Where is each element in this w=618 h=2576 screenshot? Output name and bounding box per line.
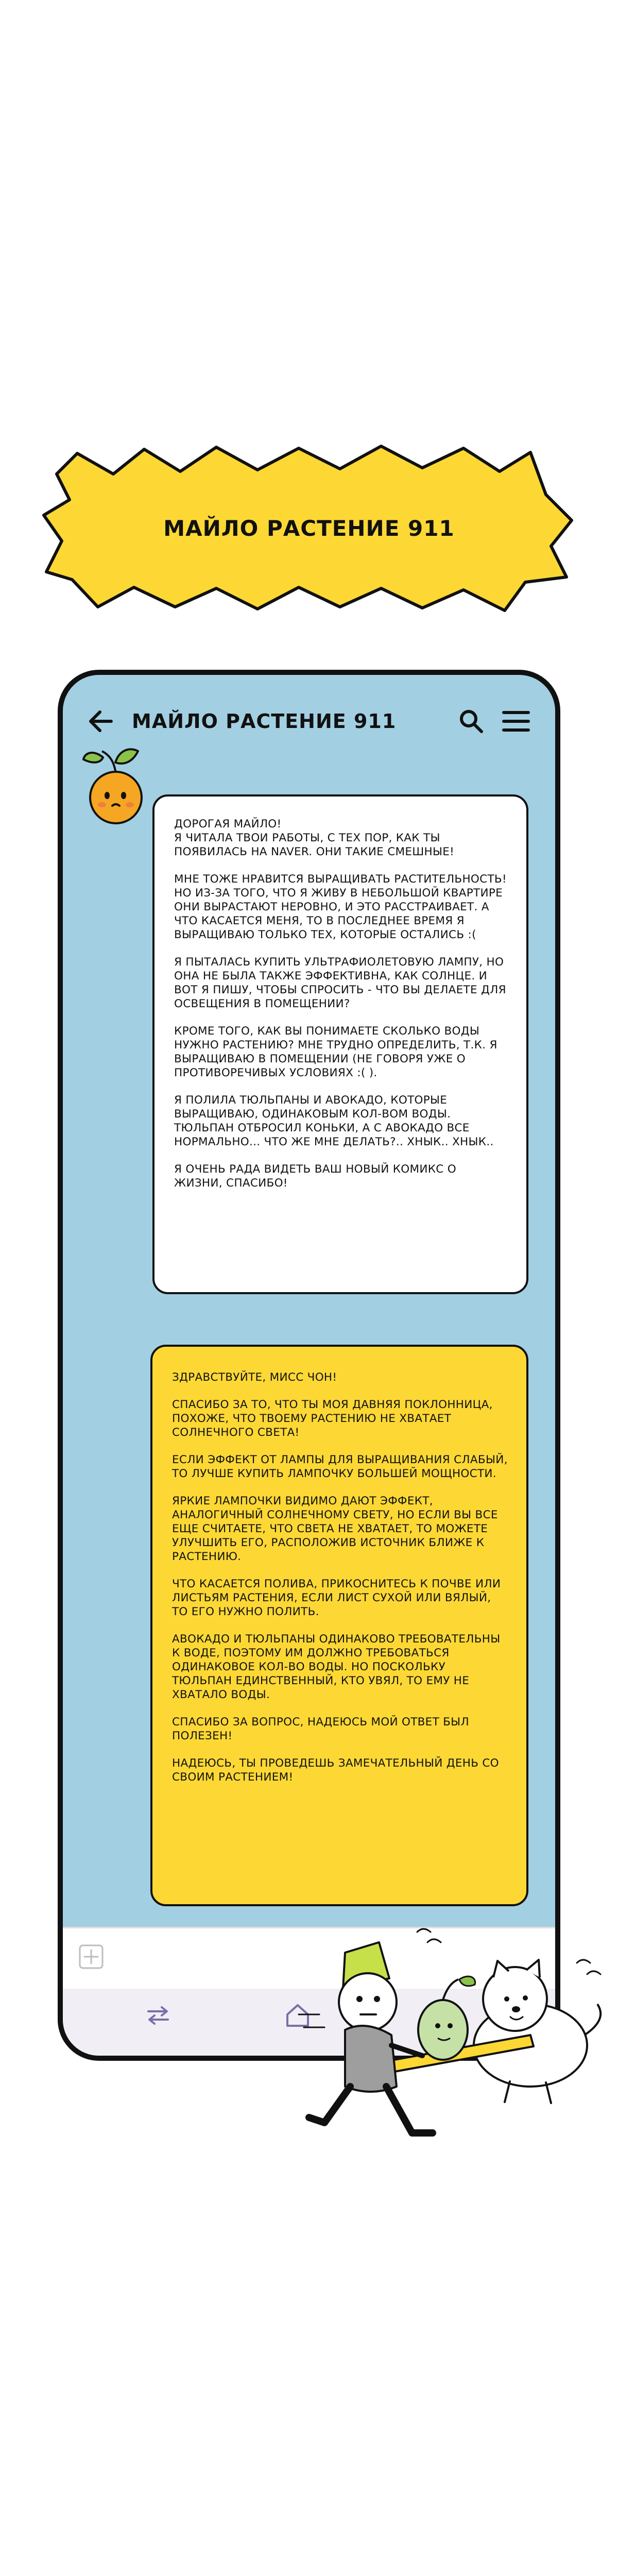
message-paragraph: ДОРОГАЯ МАЙЛО! Я ЧИТАЛА ТВОИ РАБОТЫ, С ТЕХ ПОР, КАК ТЫ ПОЯВИЛАСЬ НА NAVER. ОНИ ТАКИЕ СМЕШНЫЕ! <box>174 818 455 858</box>
message-paragraph: МНЕ ТОЖЕ НРАВИТСЯ ВЫРАЩИВАТЬ РАСТИТЕЛЬНОСТЬ! НО ИЗ-ЗА ТОГО, ЧТО Я ЖИВУ В НЕБОЛЬШОЙ КВАРТИРЕ ОНИ ВЫРАСТАЮТ НЕРОВНО, И ЭТО РАССТРАИВАЕТ. А ЧТО КАСАЕТСЯ МЕНЯ, ТО В ПОСЛЕДНЕЕ ВРЕМЯ Я ВЫРАЩИВАЮ ТОЛЬКО ТЕХ, КОТОРЫЕ ОСТАЛИСЬ :( <box>174 873 507 941</box>
banner-title: МАЙЛО РАСТЕНИЕ 911 <box>163 515 455 541</box>
reply-paragraph: СПАСИБО ЗА ВОПРОС, НАДЕЮСЬ МОЙ ОТВЕТ БЫЛ ПОЛЕЗЕН! <box>172 1716 469 1742</box>
message-paragraph: Я ОЧЕНЬ РАДА ВИДЕТЬ ВАШ НОВЫЙ КОМИКС О ЖИЗНИ, СПАСИБО! <box>174 1163 456 1190</box>
white-dog <box>474 1960 600 2103</box>
message-paragraph: Я ПЫТАЛАСЬ КУПИТЬ УЛЬТРАФИОЛЕТОВУЮ ЛАМПУ, НО ОНА НЕ БЫЛА ТАКЖЕ ЭФФЕКТИВНА, КАК СОЛНЦЕ. И ВОТ Я ПИШУ, ЧТОБЫ СПРОСИТЬ - ЧТО ВЫ ДЕЛАЕТЕ ДЛЯ ОСВЕЩЕНИЯ В ПОМЕЩЕНИИ? <box>174 956 506 1010</box>
chat-title: МАЙЛО РАСТЕНИЕ 911 <box>132 710 397 733</box>
reply-paragraph: ЗДРАВСТВУЙТЕ, МИСС ЧОН! <box>172 1371 337 1384</box>
reply-paragraph: ЕСЛИ ЭФФЕКТ ОТ ЛАМПЫ ДЛЯ ВЫРАЩИВАНИЯ СЛАБЫЙ, ТО ЛУЧШЕ КУПИТЬ ЛАМПОЧКУ БОЛЬШЕЙ МОЩНОСТИ. <box>172 1453 508 1480</box>
milo-character <box>309 1942 433 2133</box>
plus-icon[interactable] <box>78 1944 104 1970</box>
reply-paragraph: ЧТО КАСАЕТСЯ ПОЛИВА, ПРИКОСНИТЕСЬ К ПОЧВЕ ИЛИ ЛИСТЬЯМ РАСТЕНИЯ, ЕСЛИ ЛИСТ СУХОЙ ИЛИ ВЯЛЫЙ, ТО ЕГО НУЖНО ПОЛИТЬ. <box>172 1578 501 1618</box>
recent-apps-icon[interactable] <box>145 2004 171 2027</box>
reply-paragraph: ЯРКИЕ ЛАМПОЧКИ ВИДИМО ДАЮТ ЭФФЕКТ, АНАЛОГИЧНЫЙ СОЛНЕЧНОМУ СВЕТУ, НО ЕСЛИ ВЫ ВСЕ ЕЩЕ СЧИТАЕТЕ, ЧТО СВЕТА НЕ ХВАТАЕТ, ТО МОЖЕТЕ УЛУЧШИТЬ ЕГО, РАСПОЛОЖИВ ИСТОЧНИК БЛИЖЕ К РАСТЕНИЮ. <box>172 1495 498 1563</box>
reply-paragraph: АВОКАДО И ТЮЛЬПАНЫ ОДИНАКОВО ТРЕБОВАТЕЛЬНЫ К ВОДЕ, ПОЭТОМУ ИМ ДОЛЖНО ТРЕБОВАТЬСЯ ОДИНАКОВОЕ КОЛ-ВО ВОДЫ. НО ПОСКОЛЬКУ ТЮЛЬПАН ЕДИНСТВЕННЫЙ, КТО УВЯЛ, ТО ЕМУ НЕ ХВАТАЛО ВОДЫ. <box>172 1633 501 1701</box>
reply-paragraph: СПАСИБО ЗА ТО, ЧТО ТЫ МОЯ ДАВНЯЯ ПОКЛОННИЦА, ПОХОЖЕ, ЧТО ТВОЕМУ РАСТЕНИЮ НЕ ХВАТАЕТ СОЛНЕЧНОГО СВЕТА! <box>172 1398 493 1439</box>
message-paragraph: Я ПОЛИЛА ТЮЛЬПАНЫ И АВОКАДО, КОТОРЫЕ ВЫРАЩИВАЮ, ОДИНАКОВЫМ КОЛ-ВОМ ВОДЫ. ТЮЛЬПАН ОТБРОСИЛ КОНЬКИ, А С АВОКАДО ВСЕ НОРМАЛЬНО... ЧТО ЖЕ МНЕ ДЕЛАТЬ?.. ХНЫК.. ХНЫК.. <box>174 1094 494 1148</box>
phone-screen <box>58 670 560 2061</box>
message-paragraph: КРОМЕ ТОГО, КАК ВЫ ПОНИМАЕТЕ СКОЛЬКО ВОДЫ НУЖНО РАСТЕНИЮ? МНЕ ТРУДНО ОПРЕДЕЛИТЬ, Т.К. Я ВЫРАЩИВАЮ В ПОМЕЩЕНИИ (НЕ ГОВОРЯ УЖЕ О ПРОТИВОРЕЧИВЫХ УСЛОВИЯХ :( ). <box>174 1025 497 1079</box>
title-banner <box>41 443 577 613</box>
orange-sprout-avatar-icon[interactable] <box>77 742 154 829</box>
reply-paragraph: НАДЕЮСЬ, ТЫ ПРОВЕДЕШЬ ЗАМЕЧАТЕЛЬНЫЙ ДЕНЬ СО СВОИМ РАСТЕНИЕМ! <box>172 1757 499 1784</box>
outgoing-message-bubble[interactable] <box>150 1345 528 1906</box>
hamburger-menu-icon[interactable] <box>502 708 530 734</box>
incoming-message-bubble[interactable] <box>152 794 528 1294</box>
milo-carrying-plant-with-dog-illustration <box>288 1917 618 2215</box>
chat-header <box>63 675 555 752</box>
arrow-left-icon[interactable] <box>88 708 114 735</box>
search-icon[interactable] <box>458 708 484 734</box>
